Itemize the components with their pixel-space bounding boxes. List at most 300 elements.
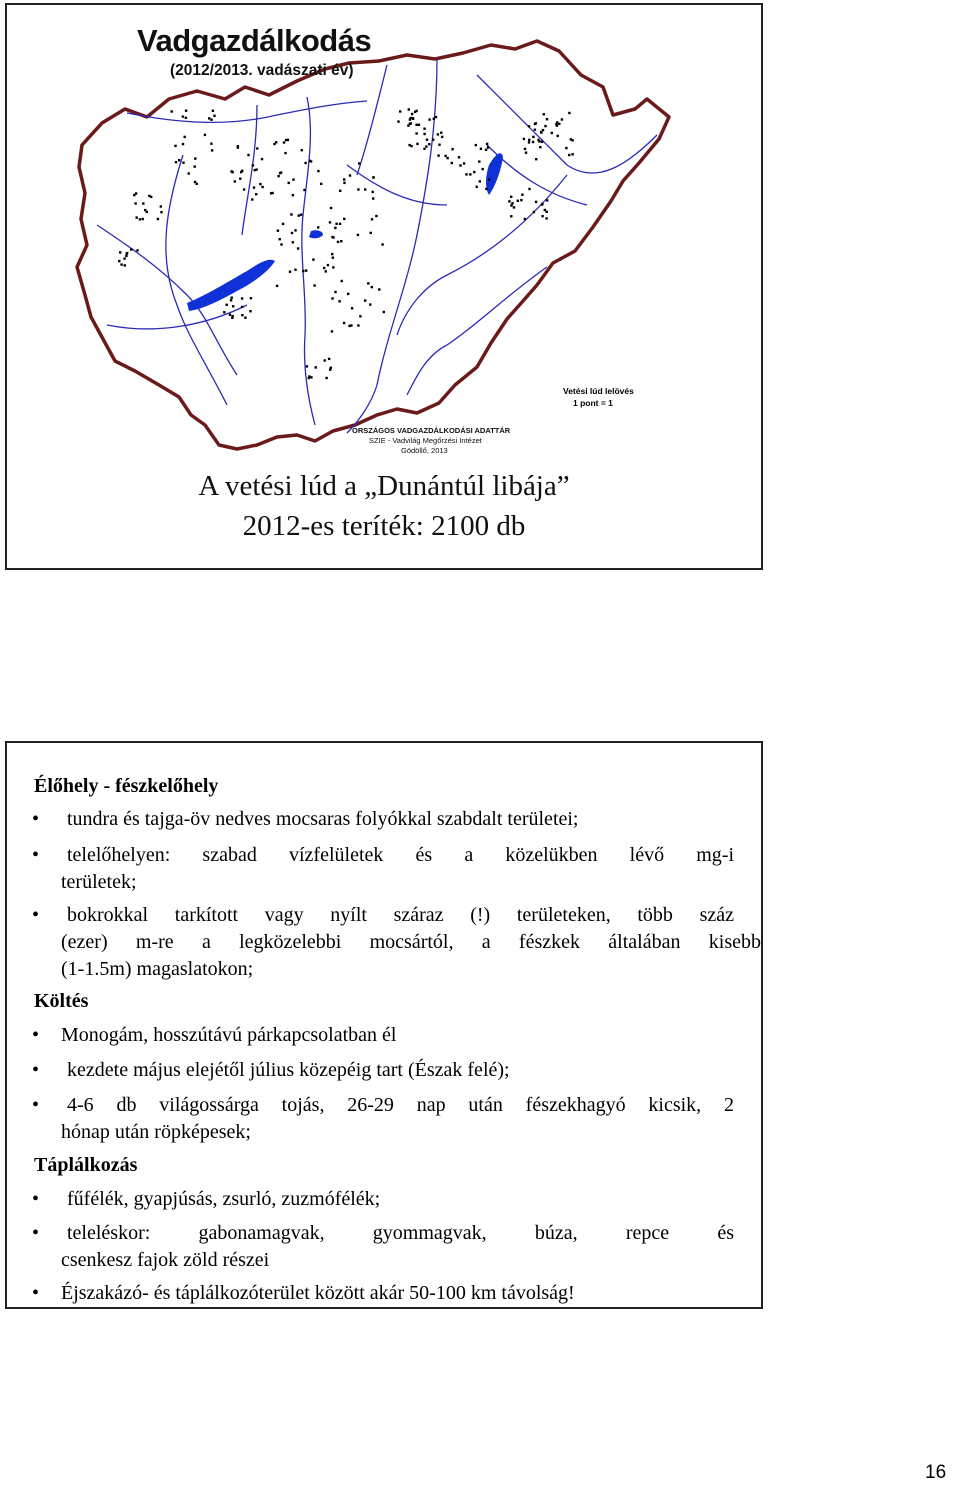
harvest-point <box>289 271 291 273</box>
harvest-point <box>343 178 345 180</box>
harvest-point <box>425 145 427 147</box>
harvest-point <box>334 291 336 293</box>
harvest-point <box>255 168 257 170</box>
harvest-point <box>432 139 434 141</box>
harvest-point <box>291 232 293 234</box>
harvest-point <box>249 310 251 312</box>
harvest-point <box>415 132 417 134</box>
harvest-point <box>240 171 242 173</box>
list-item <box>34 1022 734 1049</box>
harvest-point <box>229 314 231 316</box>
bullet-icon: • <box>32 1188 40 1210</box>
harvest-point <box>416 143 418 145</box>
credit-line: ORSZÁGOS VADGAZDÁLKODÁSI ADATTÁR <box>352 426 511 435</box>
harvest-point <box>545 217 547 219</box>
harvest-point <box>555 123 557 125</box>
harvest-point <box>437 133 439 135</box>
harvest-point <box>118 260 120 262</box>
harvest-point <box>303 189 305 191</box>
harvest-point <box>357 234 359 236</box>
harvest-point <box>279 238 281 240</box>
harvest-point <box>226 304 228 306</box>
heading-habitat: Élőhely - fészkelőhely <box>34 775 219 797</box>
harvest-point <box>364 299 366 301</box>
list-item-text: fűfélék, gyapjúsás, zsurló, zuzmófélék; <box>67 1188 381 1210</box>
harvest-point <box>119 251 121 253</box>
harvest-point <box>541 141 543 143</box>
list-item-text: kezdete május elejétől július közepéig tart (Észak felé); <box>67 1059 510 1081</box>
harvest-point <box>480 148 482 150</box>
harvest-point <box>232 305 234 307</box>
harvest-point <box>343 182 345 184</box>
harvest-point <box>367 282 369 284</box>
harvest-point <box>317 170 319 172</box>
list-item-continuation: hónap után röpképesek; <box>61 1121 251 1143</box>
harvest-point <box>323 267 325 269</box>
harvest-point <box>408 108 410 110</box>
harvest-point <box>533 211 535 213</box>
harvest-point <box>123 257 125 259</box>
harvest-point <box>435 116 437 118</box>
harvest-point <box>306 365 308 367</box>
harvest-point <box>551 132 553 134</box>
harvest-point <box>535 122 537 124</box>
harvest-point <box>294 229 296 231</box>
harvest-point <box>357 188 359 190</box>
harvest-point <box>241 314 243 316</box>
harvest-point <box>160 205 162 207</box>
harvest-point <box>320 183 322 185</box>
harvest-point <box>301 149 303 151</box>
harvest-point <box>339 190 341 192</box>
harvest-point <box>528 139 530 141</box>
harvest-point <box>255 193 257 195</box>
harvest-point <box>182 162 184 164</box>
harvest-point <box>136 216 138 218</box>
harvest-point <box>305 269 307 271</box>
list-item <box>34 806 734 833</box>
legend-item: 1 pont = 1 <box>573 398 613 408</box>
legend-title: Vetési lúd lelövés <box>563 386 634 396</box>
harvest-point <box>521 194 523 196</box>
list-item <box>34 1280 734 1307</box>
harvest-point <box>120 263 122 265</box>
page-number: 16 <box>925 1462 947 1483</box>
harvest-point <box>397 120 399 122</box>
list-item-text: tundra és tajga-öv nedves mocsaras folyókkal szabdalt területei; <box>67 808 579 830</box>
harvest-point <box>250 297 252 299</box>
harvest-point <box>340 240 342 242</box>
harvest-point <box>475 144 477 146</box>
harvest-point <box>208 117 210 119</box>
harvest-point <box>437 154 439 156</box>
harvest-point <box>528 141 530 143</box>
harvest-point <box>339 223 341 225</box>
harvest-point <box>525 152 527 154</box>
harvest-point <box>343 322 345 324</box>
harvest-point <box>332 236 334 238</box>
harvest-point <box>134 202 136 204</box>
lake-tisza <box>486 153 503 195</box>
harvest-point <box>241 306 243 308</box>
harvest-point <box>343 218 345 220</box>
harvest-point <box>160 211 162 213</box>
harvest-point <box>568 112 570 114</box>
harvest-point <box>511 202 513 204</box>
harvest-point <box>364 188 366 190</box>
harvest-point <box>446 157 448 159</box>
harvest-point <box>485 149 487 151</box>
harvest-point <box>463 162 465 164</box>
harvest-point <box>290 213 292 215</box>
harvest-point <box>369 303 371 305</box>
harvest-point <box>244 317 246 319</box>
harvest-point <box>357 324 359 326</box>
harvest-point <box>276 285 278 287</box>
harvest-point <box>330 207 332 209</box>
credit-line: SZIE - Vadvilág Megőrzési Intézet <box>369 436 482 445</box>
harvest-point <box>541 203 543 205</box>
harvest-point <box>412 118 414 120</box>
harvest-point <box>317 226 319 228</box>
harvest-point <box>415 124 417 126</box>
harvest-point <box>135 192 137 194</box>
harvest-point <box>451 162 453 164</box>
harvest-point <box>277 175 279 177</box>
harvest-point <box>486 143 488 145</box>
harvest-point <box>510 196 512 198</box>
harvest-point <box>280 243 282 245</box>
harvest-point <box>178 159 180 161</box>
harvest-point <box>347 293 349 295</box>
harvest-point <box>458 156 460 158</box>
harvest-point <box>473 171 475 173</box>
harvest-point <box>358 162 360 164</box>
harvest-point <box>304 162 306 164</box>
harvest-point <box>338 300 340 302</box>
harvest-point <box>341 280 343 282</box>
harvest-point <box>482 168 484 170</box>
harvest-point <box>409 118 411 120</box>
list-item <box>34 1186 734 1213</box>
harvest-point <box>139 218 141 220</box>
harvest-point <box>418 124 420 126</box>
harvest-point <box>337 241 339 243</box>
harvest-point <box>283 141 285 143</box>
credit-line: Gödöllő, 2013 <box>401 446 448 455</box>
harvest-point <box>469 173 471 175</box>
harvest-point <box>371 286 373 288</box>
harvest-point <box>568 154 570 156</box>
map-slide <box>5 3 763 570</box>
text-slide <box>5 741 763 1309</box>
harvest-point <box>324 359 326 361</box>
harvest-point <box>125 255 127 257</box>
caption-title: A vetési lúd a „Dunántúl libája” <box>198 470 570 502</box>
harvest-point <box>241 297 243 299</box>
harvest-point <box>182 143 184 145</box>
harvest-point <box>194 157 196 159</box>
harvest-point <box>411 113 413 115</box>
harvest-point <box>331 297 333 299</box>
harvest-point <box>428 118 430 120</box>
harvest-point <box>535 201 537 203</box>
harvest-point <box>142 202 144 204</box>
list-item <box>34 1057 734 1084</box>
harvest-point <box>423 133 425 135</box>
harvest-point <box>282 223 284 225</box>
harvest-point <box>540 131 542 133</box>
harvest-point <box>275 141 277 143</box>
harvest-point <box>410 122 412 124</box>
harvest-point <box>185 117 187 119</box>
harvest-point <box>251 198 253 200</box>
harvest-point <box>288 182 290 184</box>
harvest-point <box>479 180 481 182</box>
map-title: Vadgazdálkodás <box>137 23 372 58</box>
bullet-icon: • <box>32 1094 40 1116</box>
harvest-point <box>332 266 334 268</box>
harvest-point <box>231 171 233 173</box>
list-item-text: bokrokkal tarkított vagy nyílt száraz (!) területeken, több száz <box>67 904 734 926</box>
harvest-point <box>256 147 258 149</box>
harvest-point <box>543 113 545 115</box>
list-item <box>34 842 734 869</box>
harvest-point <box>259 183 261 185</box>
harvest-point <box>546 118 548 120</box>
harvest-point <box>308 375 310 377</box>
harvest-point <box>510 204 512 206</box>
list-item-continuation: (ezer) m-re a legközelebbi mocsártól, a fészkek általában kisebb <box>61 931 761 953</box>
harvest-point <box>252 164 254 166</box>
harvest-point <box>441 136 443 138</box>
harvest-point <box>185 110 187 112</box>
harvest-point <box>571 153 573 155</box>
bullet-icon: • <box>32 844 40 866</box>
harvest-point <box>126 252 128 254</box>
harvest-point <box>243 188 245 190</box>
map-subtitle: (2012/2013. vadászati év) <box>170 62 354 79</box>
harvest-point <box>231 317 233 319</box>
harvest-point <box>136 249 138 251</box>
harvest-point <box>234 180 236 182</box>
harvest-point <box>541 215 543 217</box>
harvest-point <box>325 270 327 272</box>
harvest-point <box>230 299 232 301</box>
list-item-text: teleléskor: gabonamagvak, gyommagvak, búza, repce és <box>67 1222 734 1244</box>
harvest-point <box>476 186 478 188</box>
harvest-point <box>312 258 314 260</box>
harvest-point <box>524 218 526 220</box>
harvest-point <box>433 118 435 120</box>
list-item-text: telelőhelyen: szabad vízfelületek és a közelükben lévő mg-i <box>67 844 734 866</box>
list-item-continuation: (1-1.5m) magaslatokon; <box>61 958 254 980</box>
harvest-point <box>270 192 272 194</box>
harvest-point <box>247 154 249 156</box>
harvest-point <box>223 311 225 313</box>
harvest-point <box>261 158 263 160</box>
harvest-point <box>261 186 263 188</box>
harvest-point <box>253 186 255 188</box>
harvest-point <box>297 247 299 249</box>
harvest-point <box>440 132 442 134</box>
harvest-point <box>546 199 548 201</box>
harvest-point <box>332 257 334 259</box>
bullet-icon: • <box>32 1282 40 1304</box>
harvest-point <box>292 178 294 180</box>
harvest-point <box>444 155 446 157</box>
harvest-point <box>524 148 526 150</box>
lake-velence <box>309 230 323 238</box>
harvest-point <box>535 158 537 160</box>
harvest-point <box>294 269 296 271</box>
harvest-point <box>426 139 428 141</box>
bullet-icon: • <box>32 808 40 830</box>
harvest-point <box>478 160 480 162</box>
rivers <box>97 59 657 433</box>
harvest-point <box>146 211 148 213</box>
harvest-point <box>184 136 186 138</box>
harvest-point <box>538 140 540 142</box>
bullet-icon: • <box>32 1059 40 1081</box>
harvest-point <box>335 223 337 225</box>
harvest-point <box>370 232 372 234</box>
harvest-point <box>381 243 383 245</box>
harvest-point <box>565 147 567 149</box>
harvest-point <box>459 164 461 166</box>
harvest-point <box>488 178 490 180</box>
harvest-point <box>124 264 126 266</box>
harvest-point <box>298 214 300 216</box>
harvest-point <box>532 141 534 143</box>
harvest-point <box>371 218 373 220</box>
harvest-point <box>372 197 374 199</box>
harvest-point <box>423 148 425 150</box>
harvest-point <box>523 138 525 140</box>
harvest-point <box>378 288 380 290</box>
harvest-point <box>277 230 279 232</box>
harvest-point <box>539 146 541 148</box>
harvest-point <box>280 171 282 173</box>
harvest-point <box>182 115 184 117</box>
harvest-point <box>465 173 467 175</box>
harvest-point <box>532 136 534 138</box>
harvest-point <box>451 148 453 150</box>
harvest-point <box>292 241 294 243</box>
harvest-point <box>331 330 333 332</box>
harvest-point <box>327 264 329 266</box>
harvest-point <box>150 196 152 198</box>
harvest-point <box>510 215 512 217</box>
harvest-point <box>528 125 530 127</box>
harvest-point <box>423 128 425 130</box>
list-item-continuation: csenkesz fajok zöld részei <box>61 1249 270 1271</box>
harvest-point <box>330 367 332 369</box>
harvest-point <box>313 284 315 286</box>
harvest-point <box>508 200 510 202</box>
harvest-point <box>487 146 489 148</box>
list-item-text: Éjszakázó- és táplálkozóterület között akár 50-100 km távolság! <box>61 1282 575 1304</box>
harvest-point <box>188 172 190 174</box>
harvest-point <box>383 311 385 313</box>
harvest-point <box>285 139 287 141</box>
list-item-continuation: területek; <box>61 871 137 893</box>
list-item-text: 4-6 db világossárga tojás, 26-29 nap után fészekhagyó kicsik, 2 <box>67 1094 734 1116</box>
harvest-point <box>210 119 212 121</box>
harvest-point <box>561 118 563 120</box>
harvest-point <box>399 110 401 112</box>
caption-subtitle: 2012-es teríték: 2100 db <box>242 510 526 542</box>
harvest-point <box>284 152 286 154</box>
harvest-point <box>557 135 559 137</box>
harvest-point <box>194 181 196 183</box>
harvest-point <box>544 125 546 127</box>
harvest-point <box>534 129 536 131</box>
harvest-point <box>359 315 361 317</box>
harvest-point <box>292 194 294 196</box>
heading-feeding: Táplálkozás <box>34 1154 138 1176</box>
harvest-point <box>517 200 519 202</box>
harvest-point <box>310 160 312 162</box>
harvest-point <box>372 191 374 193</box>
bullet-icon: • <box>32 1024 40 1046</box>
heading-breeding: Költés <box>34 990 89 1012</box>
harvest-point <box>157 218 159 220</box>
harvest-point <box>331 253 333 255</box>
harvest-point <box>194 165 196 167</box>
harvest-point <box>334 227 336 229</box>
harvest-point <box>438 144 440 146</box>
harvest-point <box>513 206 515 208</box>
harvest-point <box>546 211 548 213</box>
harvest-point <box>211 149 213 151</box>
list-item <box>34 902 734 929</box>
harvest-point <box>372 176 374 178</box>
harvest-point <box>351 307 353 309</box>
harvest-point <box>130 248 132 250</box>
list-item-text: Monogám, hosszútávú párkapcsolatban él <box>61 1024 397 1046</box>
harvest-point <box>408 144 410 146</box>
harvest-point <box>485 188 487 190</box>
harvest-point <box>415 110 417 112</box>
harvest-point <box>348 325 350 327</box>
harvest-point <box>300 214 302 216</box>
harvest-point <box>239 178 241 180</box>
harvest-point <box>174 145 176 147</box>
harvest-point <box>213 115 215 117</box>
bullet-icon: • <box>32 904 40 926</box>
harvest-point <box>325 377 327 379</box>
harvest-point <box>571 139 573 141</box>
harvest-point <box>212 110 214 112</box>
harvest-point <box>231 297 233 299</box>
harvest-point <box>375 215 377 217</box>
harvest-point <box>171 110 173 112</box>
harvest-point <box>142 218 144 220</box>
harvest-point <box>528 188 530 190</box>
harvest-point <box>204 134 206 136</box>
harvest-point <box>428 143 430 145</box>
harvest-points <box>118 108 574 379</box>
harvest-point <box>349 174 351 176</box>
bullet-icon: • <box>32 1222 40 1244</box>
harvest-point <box>237 145 239 147</box>
harvest-point <box>210 143 212 145</box>
harvest-point <box>315 366 317 368</box>
harvest-point <box>302 270 304 272</box>
list-item <box>34 1220 734 1247</box>
harvest-point <box>175 161 177 163</box>
